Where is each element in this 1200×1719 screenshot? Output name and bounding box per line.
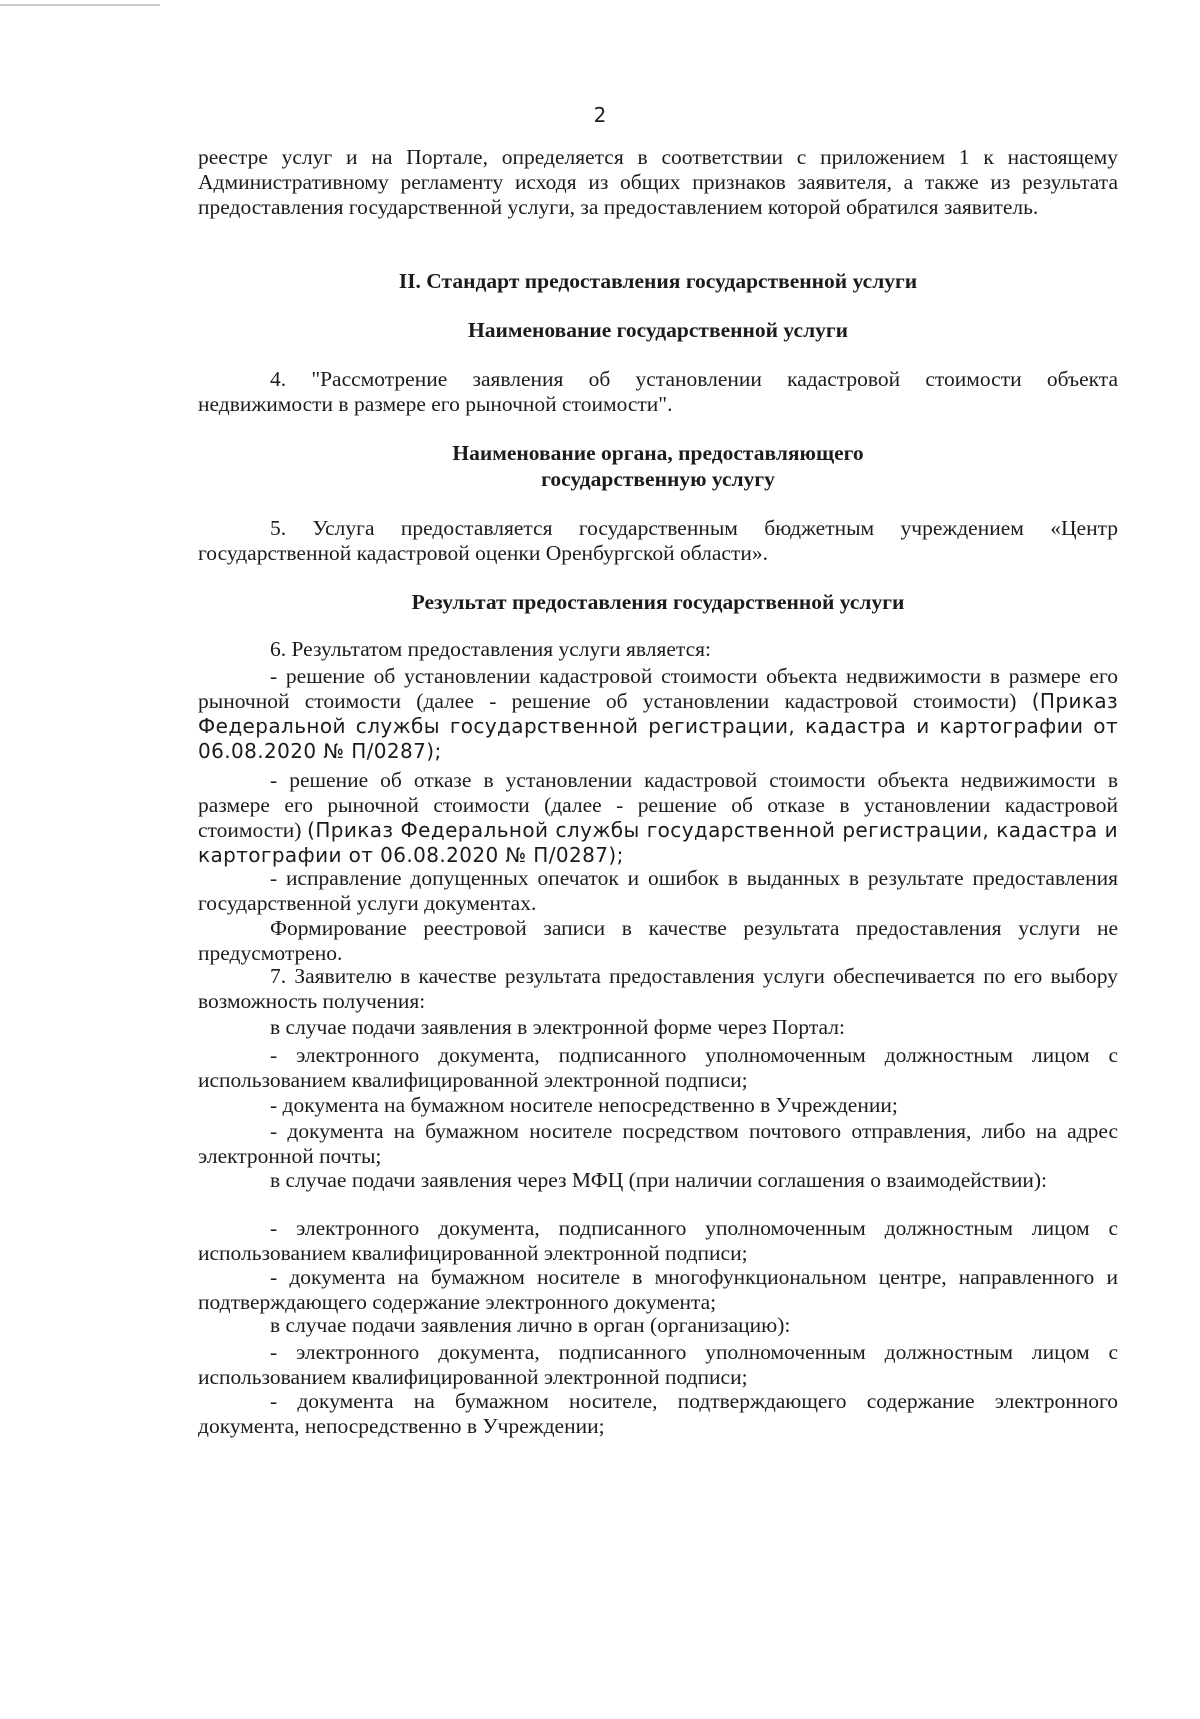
registry-note: Формирование реестровой записи в качестве результата предоставления услуги не предусмотрено. bbox=[198, 916, 1118, 965]
result-item-3: - исправление допущенных опечаток и ошибок в выданных в результате предоставления государственной услуги документах. bbox=[198, 866, 1118, 915]
portal-case: в случае подачи заявления в электронной форме через Портал: bbox=[270, 1015, 845, 1039]
paragraph-5: 5. Услуга предоставляется государственным бюджетным учреждением «Центр государственной кадастровой оценки Оренбургской области». bbox=[198, 516, 1118, 565]
personal-case: в случае подачи заявления лично в орган (организацию): bbox=[270, 1313, 791, 1337]
personal-option-2: - документа на бумажном носителе, подтверждающего содержание электронного документа, непосредственно в Учреждении; bbox=[198, 1389, 1118, 1438]
paragraph-4: 4. "Рассмотрение заявления об установлении кадастровой стоимости объекта недвижимости в размере его рыночной стоимости". bbox=[198, 367, 1118, 416]
result-item-1 bbox=[198, 664, 1118, 764]
portal-option-3: - документа на бумажном носителе посредством почтового отправления, либо на адрес электронной почты; bbox=[198, 1119, 1118, 1168]
mfc-option-2: - документа на бумажном носителе в многофункциональном центре, направленного и подтверждающего содержание электронного документа; bbox=[198, 1265, 1118, 1314]
portal-option-2: - документа на бумажном носителе непосредственно в Учреждении; bbox=[270, 1093, 898, 1117]
mfc-option-1: - электронного документа, подписанного уполномоченным должностным лицом с использованием квалифицированной электронной подписи; bbox=[198, 1216, 1118, 1265]
portal-option-1: - электронного документа, подписанного уполномоченным должностным лицом с использованием квалифицированной электронной подписи; bbox=[198, 1043, 1118, 1092]
result-item-1-text: - решение об установлении кадастровой стоимости объекта недвижимости в размере его рыночной стоимости (далее - решение об установлении кадастровой стоимости) bbox=[198, 664, 1118, 713]
heading-organ-line-1: Наименование органа, предоставляющего bbox=[452, 441, 864, 465]
heading-service-name: Наименование государственной услуги bbox=[467, 318, 849, 342]
page-number: 2 bbox=[593, 103, 607, 127]
result-item-2 bbox=[198, 768, 1118, 868]
intro-paragraph: реестре услуг и на Портале, определяется в соответствии с приложением 1 к настоящему Административному регламенту исходя из общих признаков заявителя, а также из результата предоставления государственной услуги, за предоставлением которой обратился заявитель. bbox=[198, 145, 1118, 219]
heading-result: Результат предоставления государственной услуги bbox=[411, 590, 905, 614]
result-item-2-order: (Приказ Федеральной службы государственной регистрации, кадастра и картографии от 06.08.2020 № П/0287); bbox=[198, 818, 1118, 867]
result-item-2-text: - решение об отказе в установлении кадастровой стоимости объекта недвижимости в размере его рыночной стоимости (далее - решение об отказе в установлении кадастровой стоимости) bbox=[198, 768, 1118, 842]
personal-option-1: - электронного документа, подписанного уполномоченным должностным лицом с использованием квалифицированной электронной подписи; bbox=[198, 1340, 1118, 1389]
paragraph-6: 6. Результатом предоставления услуги является: bbox=[270, 637, 711, 661]
mfc-case: в случае подачи заявления через МФЦ (при наличии соглашения о взаимодействии): bbox=[270, 1168, 1048, 1192]
result-item-1-order: (Приказ Федеральной службы государственной регистрации, кадастра и картографии от 06.08.2020 № П/0287); bbox=[198, 689, 1119, 763]
section-title: II. Стандарт предоставления государственной услуги bbox=[398, 269, 918, 293]
scan-edge-mark bbox=[0, 4, 160, 6]
heading-organ-line-2: государственную услугу bbox=[541, 467, 775, 491]
paragraph-7: 7. Заявителю в качестве результата предоставления услуги обеспечивается по его выбору возможность получения: bbox=[198, 964, 1118, 1013]
